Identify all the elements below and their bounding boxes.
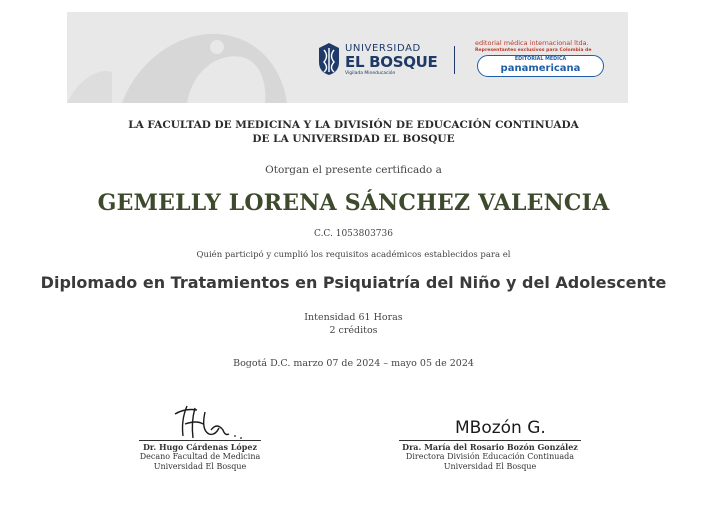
signature-role-director-line2: Universidad El Bosque xyxy=(443,462,537,471)
header-banner xyxy=(67,12,628,103)
participation-text: Quién participó y cumplió los requisitos académicos establecidos para el xyxy=(196,250,511,260)
intensity-text: Intensidad 61 Horas xyxy=(304,312,403,323)
signature-role-dean-line1: Decano Facultad de Medicina xyxy=(139,452,261,461)
signature-role-dean-line2: Universidad El Bosque xyxy=(153,462,247,471)
dates-text: Bogotá D.C. marzo 07 de 2024 – mayo 05 de 2024 xyxy=(233,358,474,369)
publisher-badge xyxy=(477,55,604,77)
signature-line-dean xyxy=(139,440,261,441)
publisher-line1: editorial médica internacional ltda. xyxy=(475,39,589,47)
publisher-line4: panamericana xyxy=(500,63,581,74)
signature-block-director xyxy=(390,400,590,472)
logo-divider xyxy=(454,46,455,74)
university-tagline: Vigilada Mineducación xyxy=(345,71,396,76)
signature-role-director-line1: Directora División Educación Continuada xyxy=(405,452,575,461)
university-name-line2: EL BOSQUE xyxy=(345,53,438,71)
university-name-line1: UNIVERSIDAD xyxy=(345,43,421,54)
signature-name-dean: Dr. Hugo Cárdenas López xyxy=(142,442,257,452)
faculty-line1: LA FACULTAD DE MEDICINA Y LA DIVISIÓN DE EDUCACIÓN CONTINUADA xyxy=(128,119,579,131)
recipient-name: GEMELLY LORENA SÁNCHEZ VALENCIA xyxy=(97,190,610,216)
signature-name-director: Dra. María del Rosario Bozón González xyxy=(402,442,578,452)
program-name: Diplomado en Tratamientos en Psiquiatría del Niño y del Adolescente xyxy=(40,273,667,292)
publisher-line2: Representantes exclusivos para Colombia de xyxy=(475,48,592,53)
faculty-line2: DE LA UNIVERSIDAD EL BOSQUE xyxy=(252,133,455,145)
signature-block-dean xyxy=(100,400,300,472)
university-logo xyxy=(317,40,447,80)
svg-text:MBozón G.: MBozón G. xyxy=(455,418,546,438)
id-number: C.C. 1053803736 xyxy=(314,229,393,239)
signature-dean-icon xyxy=(145,400,255,440)
faculty-heading xyxy=(0,118,707,146)
grant-text: Otorgan el presente certificado a xyxy=(265,164,442,176)
credits-text: 2 créditos xyxy=(329,325,378,336)
decorative-shape-icon xyxy=(67,12,327,103)
university-emblem-icon xyxy=(317,42,341,76)
publisher-logo xyxy=(475,39,615,77)
signature-line-director xyxy=(399,440,581,441)
signature-director-icon xyxy=(415,400,565,440)
publisher-line3: EDITORIAL MÉDICA xyxy=(514,57,567,62)
